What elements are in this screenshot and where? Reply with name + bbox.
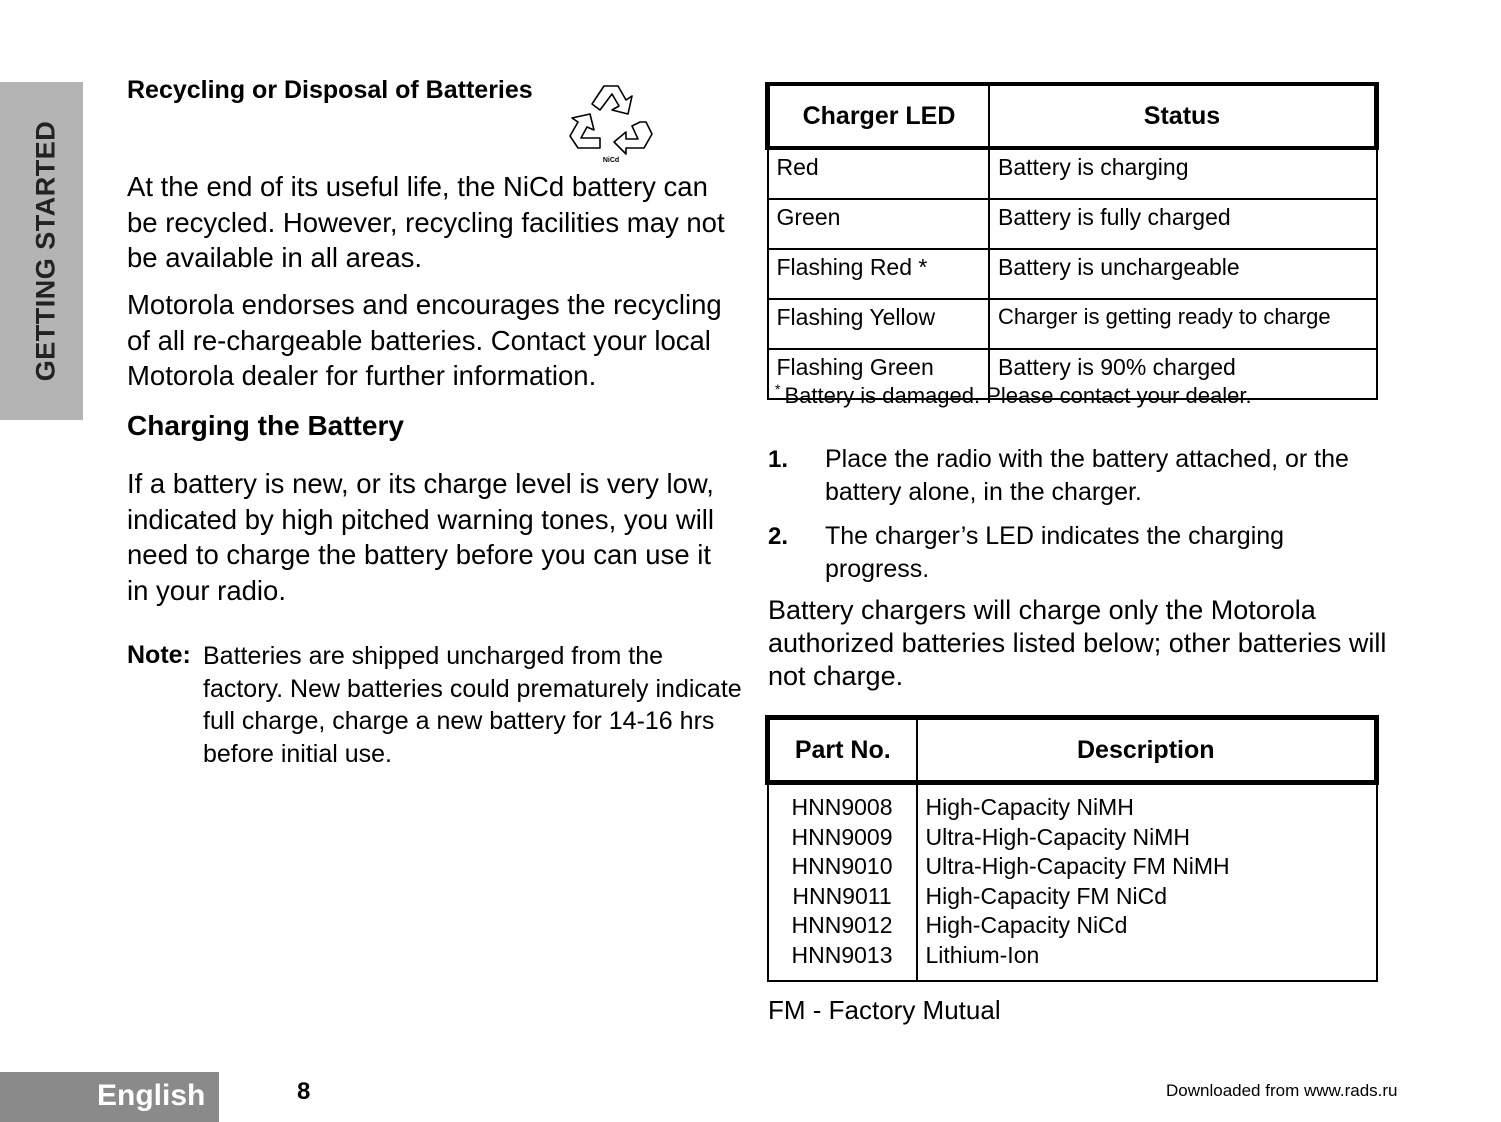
recycling-logo-label: NiCd — [602, 157, 620, 164]
part-number: HNN9011 — [792, 882, 892, 909]
part-description: Lithium-Ion — [925, 941, 1040, 968]
charging-paragraph: If a battery is new, or its charge level is very low, indicated by high pitched warning tones, you will need to charge the battery before you can use it in your radio. — [127, 468, 715, 606]
column-header: Part No. — [768, 718, 917, 783]
part-number: HNN9012 — [791, 912, 893, 938]
footnote-text: Battery is damaged. Please contact your dealer. — [784, 383, 1252, 408]
led-cell: Green — [768, 199, 990, 249]
recycling-icon — [566, 82, 656, 166]
part-number: HNN9008 — [791, 794, 893, 820]
column-header: Status — [989, 84, 1377, 148]
page-number: 8 — [297, 1078, 311, 1105]
section-label: GETTING STARTED — [30, 120, 61, 382]
table-row — [768, 148, 1377, 199]
table-row — [768, 299, 1377, 349]
language-label: English — [97, 1079, 206, 1112]
step-text: Place the radio with the battery attached, or the battery alone, in the charger. — [825, 445, 1349, 506]
table-header-row — [768, 718, 1377, 783]
part-description: Ultra-High-Capacity NiMH — [925, 823, 1191, 850]
part-description: High-Capacity NiCd — [925, 912, 1128, 938]
table-row — [768, 199, 1377, 249]
status-cell: Battery is 90% charged — [989, 349, 1377, 399]
part-description: High-Capacity NiMH — [925, 794, 1134, 820]
charger-led-table — [765, 82, 1379, 400]
chargers-paragraph: Battery chargers will charge only the Motorola authorized batteries listed below; other batteries will not charge. — [768, 595, 1387, 691]
led-cell: Flashing Yellow — [768, 299, 990, 349]
status-cell: Battery is fully charged — [989, 199, 1377, 249]
part-number: HNN9009 — [791, 823, 893, 850]
part-number-cell — [768, 783, 917, 982]
status-cell: Charger is getting ready to charge — [989, 299, 1377, 349]
language-tab — [0, 1072, 219, 1122]
note-label: Note: — [127, 641, 191, 669]
table-row — [768, 249, 1377, 299]
table-row — [768, 783, 1377, 982]
table-footnote — [775, 383, 1252, 409]
led-cell: Flashing Red * — [768, 249, 990, 299]
step-number: 2. — [768, 523, 789, 550]
step-text: The charger’s LED indicates the charging progress. — [825, 522, 1285, 583]
column-header: Charger LED — [768, 84, 990, 148]
charging-heading: Charging the Battery — [127, 410, 404, 441]
battery-parts-table — [765, 715, 1379, 982]
downloaded-from: Downloaded from www.rads.ru — [1166, 1081, 1398, 1100]
footnote-mark: * — [775, 381, 781, 397]
recycling-heading: Recycling or Disposal of Batteries — [127, 76, 533, 104]
recycling-paragraph-2: Motorola endorses and encourages the recycling of all re-chargeable batteries. Contact your local Motorola dealer for further information. — [127, 289, 722, 391]
column-header: Description — [917, 718, 1377, 783]
fm-note: FM - Factory Mutual — [768, 995, 1001, 1025]
step-number: 1. — [768, 446, 789, 473]
part-description: High-Capacity FM NiCd — [925, 882, 1168, 909]
part-description: Ultra-High-Capacity FM NiMH — [925, 853, 1230, 879]
table-header-row — [768, 84, 1377, 148]
recycling-paragraph-1: At the end of its useful life, the NiCd battery can be recycled. However, recycling facilities may not be available in all areas. — [127, 171, 725, 273]
status-cell: Battery is charging — [989, 148, 1377, 199]
led-cell: Red — [768, 148, 990, 199]
description-cell — [917, 783, 1377, 982]
note-text: Batteries are shipped uncharged from the factory. New batteries could prematurely indicate full charge, charge a new battery for 14-16 hrs before initial use. — [203, 642, 742, 768]
led-cell: Flashing Green — [768, 349, 990, 399]
status-cell: Battery is unchargeable — [989, 249, 1377, 299]
part-number: HNN9010 — [791, 853, 893, 879]
part-number: HNN9013 — [791, 941, 893, 968]
